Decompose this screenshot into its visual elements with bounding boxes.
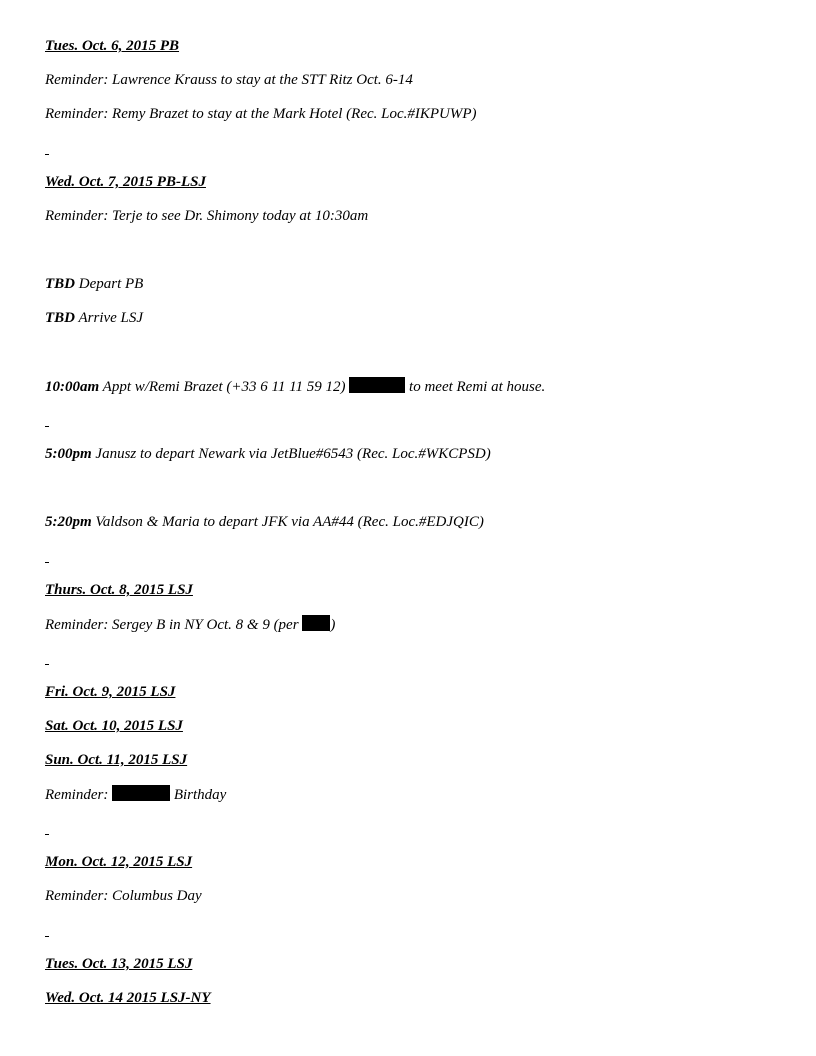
- separator-mark: [45, 562, 49, 563]
- reminder-columbus: Reminder: Columbus Day: [45, 888, 202, 904]
- redaction-block: [112, 785, 170, 801]
- redaction-block: [302, 615, 330, 631]
- reminder-krauss: Reminder: Lawrence Krauss to stay at the STT Ritz Oct. 6-14: [45, 72, 413, 88]
- separator-mark: [45, 154, 49, 155]
- date-heading-oct-14: Wed. Oct. 14 2015 LSJ-NY: [45, 990, 211, 1006]
- event-text: Janusz to depart Newark via JetBlue#6543 (Rec. Loc.#WKCPSD): [91, 446, 491, 462]
- event-time: 5:20pm: [45, 514, 92, 530]
- event-arrive: [45, 309, 143, 327]
- reminder-birthday: [45, 785, 226, 804]
- reminder-text: Reminder: Sergey B in NY Oct. 8 & 9 (per: [45, 617, 303, 633]
- event-time: TBD: [45, 310, 75, 326]
- event-text: Arrive LSJ: [75, 310, 144, 326]
- reminder-sergey: [45, 615, 335, 634]
- redaction-block: [349, 377, 405, 393]
- separator-mark: [45, 426, 49, 427]
- reminder-text-tail: Birthday: [170, 787, 227, 803]
- event-text: Valdson & Maria to depart JFK via AA#44 (Rec. Loc.#EDJQIC): [91, 514, 484, 530]
- reminder-terje: Reminder: Terje to see Dr. Shimony today at 10:30am: [45, 208, 369, 224]
- date-heading-oct-6: Tues. Oct. 6, 2015 PB: [45, 38, 180, 54]
- event-text: Depart PB: [75, 276, 144, 292]
- event-text-tail: to meet Remi at house.: [405, 379, 546, 395]
- event-time: TBD: [45, 276, 75, 292]
- date-heading-oct-9: Fri. Oct. 9, 2015 LSJ: [45, 684, 176, 700]
- separator-mark: [45, 664, 49, 665]
- event-depart: [45, 275, 143, 293]
- separator-mark: [45, 834, 49, 835]
- date-heading-oct-10: Sat. Oct. 10, 2015 LSJ: [45, 718, 183, 734]
- event-appt-brazet: [45, 377, 545, 396]
- separator-mark: [45, 936, 49, 937]
- event-janusz: [45, 445, 491, 463]
- event-valdson: [45, 513, 484, 531]
- event-text: Appt w/Remi Brazet (+33 6 11 11 59 12): [99, 379, 350, 395]
- event-time: 5:00pm: [45, 446, 92, 462]
- date-heading-oct-11: Sun. Oct. 11, 2015 LSJ: [45, 752, 188, 768]
- date-heading-oct-8: Thurs. Oct. 8, 2015 LSJ: [45, 582, 193, 598]
- reminder-brazet-hotel: Reminder: Remy Brazet to stay at the Mark Hotel (Rec. Loc.#IKPUWP): [45, 106, 477, 122]
- date-heading-oct-12: Mon. Oct. 12, 2015 LSJ: [45, 854, 193, 870]
- reminder-text-tail: ): [330, 617, 336, 633]
- event-time: 10:00am: [45, 379, 100, 395]
- date-heading-oct-7: Wed. Oct. 7, 2015 PB-LSJ: [45, 174, 206, 190]
- reminder-text: Reminder:: [45, 787, 113, 803]
- date-heading-oct-13: Tues. Oct. 13, 2015 LSJ: [45, 956, 193, 972]
